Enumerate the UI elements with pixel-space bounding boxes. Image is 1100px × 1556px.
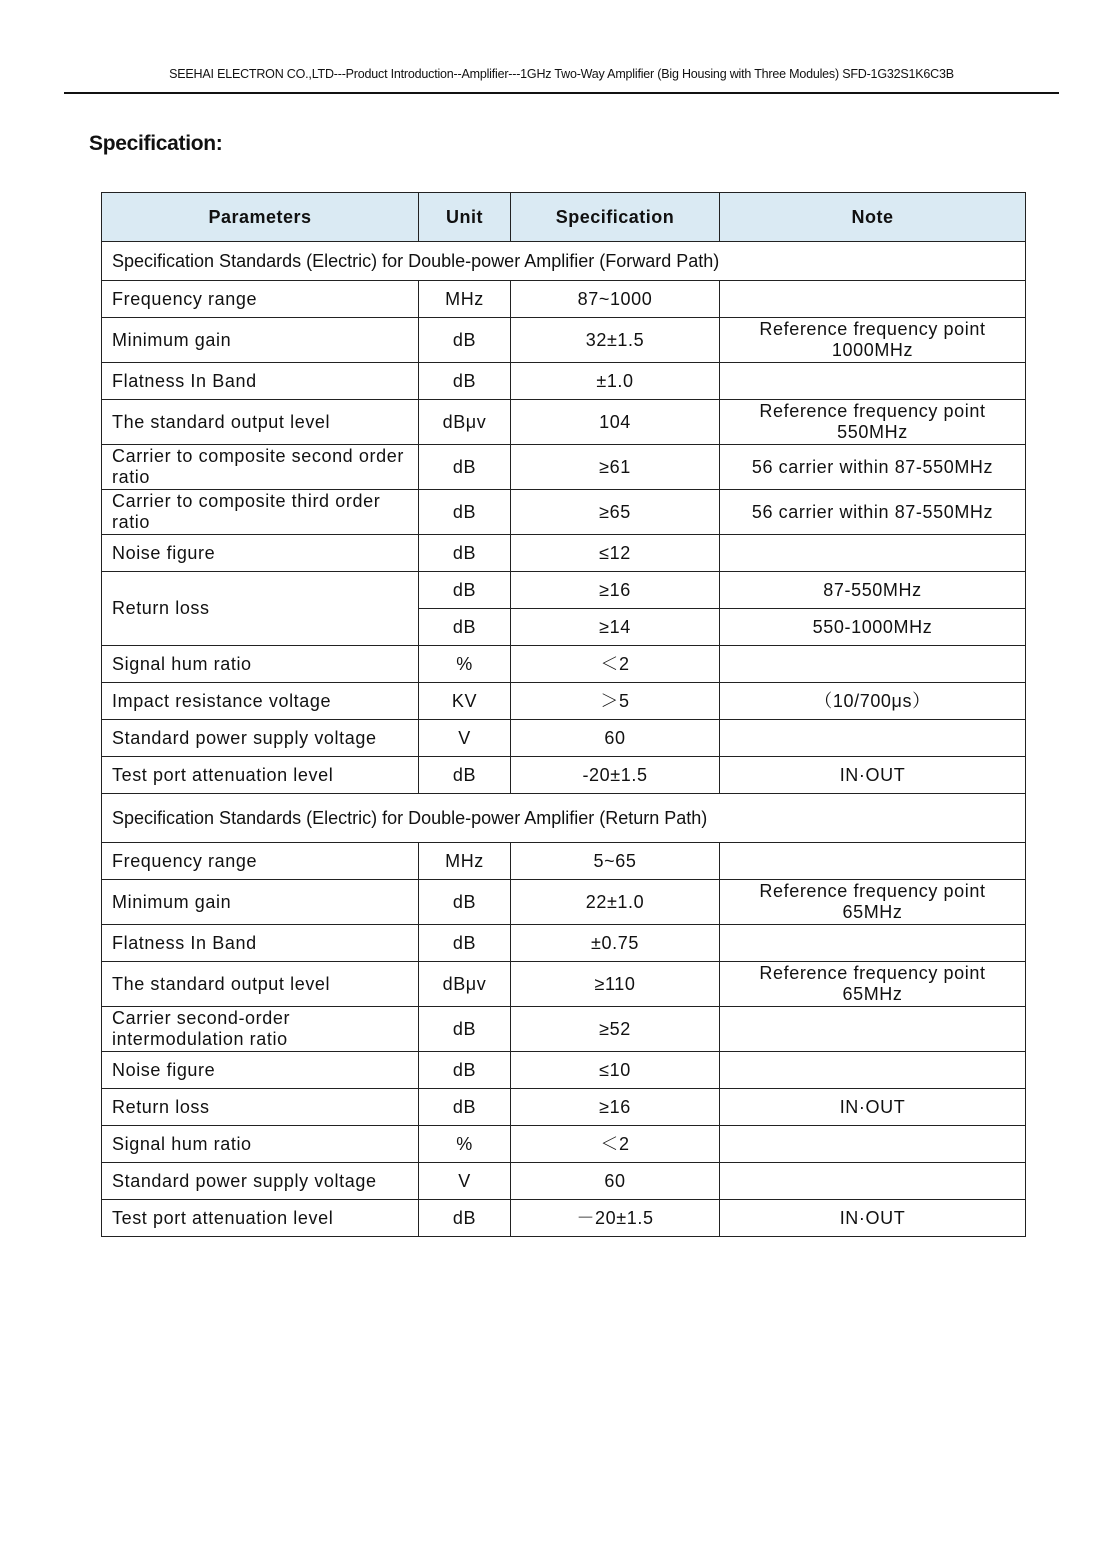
unit-cell: dB — [419, 609, 511, 646]
unit-cell: dBμv — [419, 400, 511, 445]
note-cell — [720, 720, 1026, 757]
spec-cell: ±1.0 — [511, 363, 720, 400]
param-cell: Carrier to composite second order ratio — [102, 445, 419, 490]
note-cell: IN·OUT — [720, 757, 1026, 794]
table-row — [102, 1163, 1026, 1200]
table-row — [102, 363, 1026, 400]
param-cell: Frequency range — [102, 281, 419, 318]
table-row — [102, 1007, 1026, 1052]
param-cell: Carrier to composite third order ratio — [102, 490, 419, 535]
param-cell: Carrier second-order intermodulation ratio — [102, 1007, 419, 1052]
table-row — [102, 646, 1026, 683]
column-header-note: Note — [720, 193, 1026, 242]
column-header-specification: Specification — [511, 193, 720, 242]
note-cell: 550-1000MHz — [720, 609, 1026, 646]
unit-cell: dB — [419, 318, 511, 363]
column-header-parameters: Parameters — [102, 193, 419, 242]
unit-cell: dBμv — [419, 962, 511, 1007]
table-row — [102, 1052, 1026, 1089]
unit-cell: MHz — [419, 281, 511, 318]
spec-cell: ≥65 — [511, 490, 720, 535]
note-cell: Reference frequency point 550MHz — [720, 400, 1026, 445]
unit-cell: dB — [419, 880, 511, 925]
spec-cell: 22±1.0 — [511, 880, 720, 925]
note-cell — [720, 1163, 1026, 1200]
note-cell: IN·OUT — [720, 1200, 1026, 1237]
note-cell: Reference frequency point 65MHz — [720, 880, 1026, 925]
note-cell — [720, 1052, 1026, 1089]
note-cell: IN·OUT — [720, 1089, 1026, 1126]
note-cell: 87-550MHz — [720, 572, 1026, 609]
spec-cell: ≥16 — [511, 1089, 720, 1126]
table-header-row — [102, 193, 1026, 242]
table-row — [102, 720, 1026, 757]
unit-cell: MHz — [419, 843, 511, 880]
table-row — [102, 281, 1026, 318]
table-row — [102, 445, 1026, 490]
table-row — [102, 880, 1026, 925]
table-row — [102, 490, 1026, 535]
param-cell: Standard power supply voltage — [102, 720, 419, 757]
note-cell: 56 carrier within 87-550MHz — [720, 490, 1026, 535]
unit-cell: dB — [419, 363, 511, 400]
param-cell: Test port attenuation level — [102, 1200, 419, 1237]
spec-cell: ≥16 — [511, 572, 720, 609]
spec-cell: ＜2 — [511, 1126, 720, 1163]
table-row — [102, 1126, 1026, 1163]
unit-cell: dB — [419, 1200, 511, 1237]
spec-cell: ≥110 — [511, 962, 720, 1007]
table-row — [102, 925, 1026, 962]
note-cell — [720, 363, 1026, 400]
table-row — [102, 1089, 1026, 1126]
spec-cell: ≤12 — [511, 535, 720, 572]
param-cell: Noise figure — [102, 535, 419, 572]
table-row — [102, 400, 1026, 445]
param-cell: Flatness In Band — [102, 363, 419, 400]
spec-cell: ±0.75 — [511, 925, 720, 962]
note-cell — [720, 1126, 1026, 1163]
param-cell: Minimum gain — [102, 318, 419, 363]
table-row — [102, 318, 1026, 363]
param-cell: Signal hum ratio — [102, 646, 419, 683]
table-row — [102, 1200, 1026, 1237]
param-cell: Signal hum ratio — [102, 1126, 419, 1163]
unit-cell: dB — [419, 757, 511, 794]
spec-cell: ≥61 — [511, 445, 720, 490]
note-cell — [720, 646, 1026, 683]
table-row — [102, 535, 1026, 572]
unit-cell: dB — [419, 490, 511, 535]
table-row — [102, 757, 1026, 794]
spec-cell: 60 — [511, 1163, 720, 1200]
unit-cell: V — [419, 1163, 511, 1200]
section-title: Specification: — [89, 132, 223, 155]
param-cell: Standard power supply voltage — [102, 1163, 419, 1200]
unit-cell: KV — [419, 683, 511, 720]
table-row — [102, 962, 1026, 1007]
note-cell — [720, 535, 1026, 572]
note-cell — [720, 281, 1026, 318]
param-cell: The standard output level — [102, 962, 419, 1007]
note-cell — [720, 843, 1026, 880]
note-cell: 56 carrier within 87-550MHz — [720, 445, 1026, 490]
unit-cell: dB — [419, 445, 511, 490]
param-cell: Noise figure — [102, 1052, 419, 1089]
param-cell: Minimum gain — [102, 880, 419, 925]
page-header: SEEHAI ELECTRON CO.,LTD---Product Introduction--Amplifier---1GHz Two-Way Amplifier (Big Housing with Three Modules) SFD-1G32S1K6C3B — [64, 64, 1059, 94]
unit-cell: dB — [419, 535, 511, 572]
spec-cell: ＜2 — [511, 646, 720, 683]
unit-cell: % — [419, 1126, 511, 1163]
param-cell: Test port attenuation level — [102, 757, 419, 794]
unit-cell: dB — [419, 1089, 511, 1126]
section-forward-path: Specification Standards (Electric) for Double-power Amplifier (Forward Path) — [102, 242, 1026, 281]
param-cell: Return loss — [102, 1089, 419, 1126]
specification-table — [101, 192, 1026, 1237]
param-cell: Return loss — [102, 572, 419, 646]
note-cell: Reference frequency point 65MHz — [720, 962, 1026, 1007]
note-cell: Reference frequency point 1000MHz — [720, 318, 1026, 363]
unit-cell: dB — [419, 572, 511, 609]
table-row — [102, 843, 1026, 880]
param-cell: Frequency range — [102, 843, 419, 880]
unit-cell: V — [419, 720, 511, 757]
spec-cell: ≥52 — [511, 1007, 720, 1052]
note-cell: （10/700μs） — [720, 683, 1026, 720]
spec-cell: ≤10 — [511, 1052, 720, 1089]
unit-cell: % — [419, 646, 511, 683]
spec-cell: ≥14 — [511, 609, 720, 646]
param-cell: The standard output level — [102, 400, 419, 445]
spec-cell: ＞5 — [511, 683, 720, 720]
table-row — [102, 572, 1026, 609]
note-cell — [720, 1007, 1026, 1052]
spec-cell: －20±1.5 — [511, 1200, 720, 1237]
unit-cell: dB — [419, 1052, 511, 1089]
unit-cell: dB — [419, 925, 511, 962]
param-cell: Impact resistance voltage — [102, 683, 419, 720]
unit-cell: dB — [419, 1007, 511, 1052]
section-return-path: Specification Standards (Electric) for Double-power Amplifier (Return Path) — [102, 794, 1026, 843]
spec-cell: 87~1000 — [511, 281, 720, 318]
spec-cell: 5~65 — [511, 843, 720, 880]
param-cell: Flatness In Band — [102, 925, 419, 962]
spec-cell: 104 — [511, 400, 720, 445]
spec-cell: 32±1.5 — [511, 318, 720, 363]
note-cell — [720, 925, 1026, 962]
spec-cell: 60 — [511, 720, 720, 757]
spec-cell: -20±1.5 — [511, 757, 720, 794]
column-header-unit: Unit — [419, 193, 511, 242]
table-row — [102, 683, 1026, 720]
